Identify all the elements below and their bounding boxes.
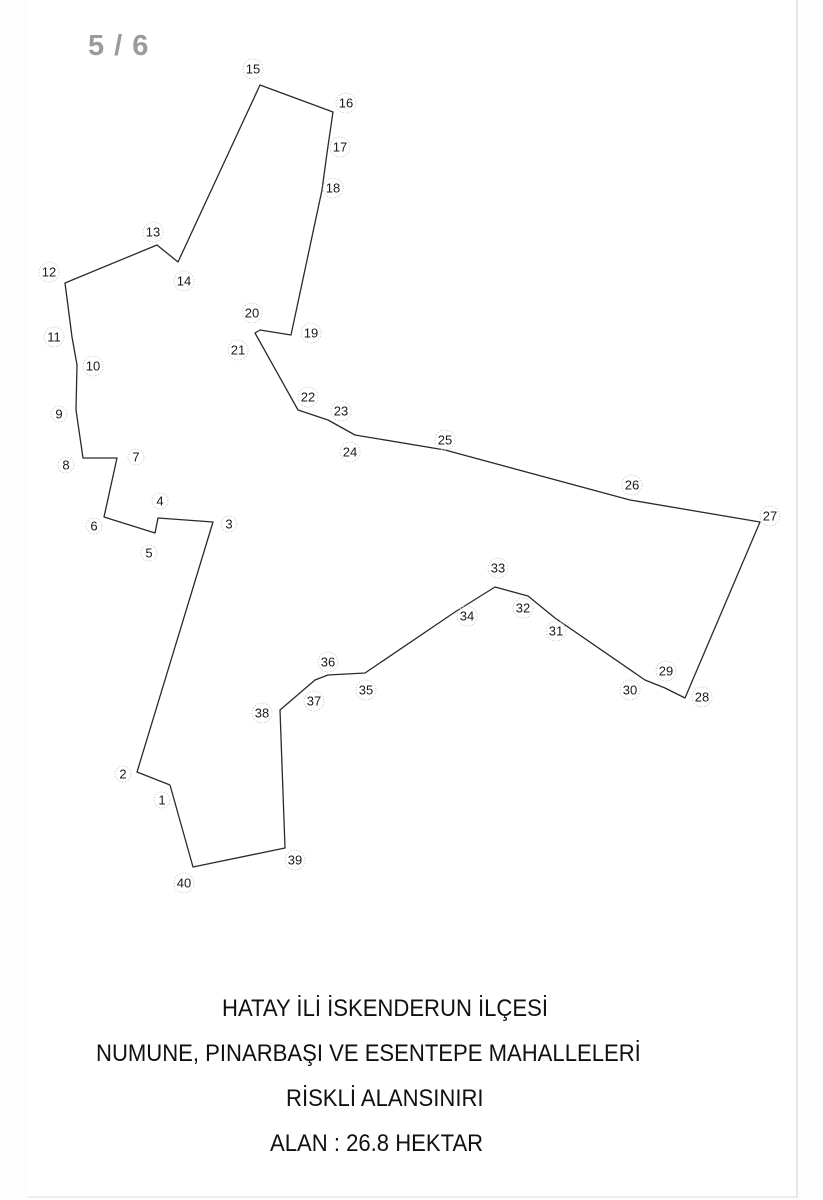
boundary-point-23 [331, 401, 351, 421]
point-label: 26 [624, 477, 640, 493]
boundary-point-22 [298, 387, 318, 407]
point-label: 6 [90, 518, 98, 534]
point-label: 9 [55, 406, 63, 422]
point-label: 8 [62, 457, 70, 473]
boundary-point-16 [336, 93, 356, 113]
point-label: 10 [85, 358, 101, 374]
boundary-point-29 [656, 661, 676, 681]
boundary-point-31 [546, 621, 566, 641]
point-label: 13 [145, 224, 161, 240]
point-label: 11 [47, 329, 61, 345]
point-label: 14 [176, 273, 192, 289]
point-label: 23 [333, 403, 349, 419]
boundary-polyline [65, 85, 760, 867]
boundary-point-6 [86, 518, 102, 534]
point-label: 17 [332, 139, 348, 155]
boundary-point-40 [174, 873, 194, 893]
point-label: 28 [694, 689, 710, 705]
page-indicator: 5 / 6 [88, 30, 150, 62]
caption-province-district: HATAY İLİ İSKENDERUN İLÇESİ [222, 995, 548, 1022]
boundary-point-8 [58, 457, 74, 473]
boundary-point-39 [285, 850, 305, 870]
point-label: 27 [762, 508, 778, 524]
boundary-point-24 [340, 442, 360, 462]
boundary-point-37 [304, 691, 324, 711]
point-label: 32 [515, 600, 531, 616]
boundary-point-28 [692, 687, 712, 707]
boundary-point-5 [141, 545, 157, 561]
point-label: 4 [156, 493, 164, 509]
point-label: 40 [176, 875, 192, 891]
boundary-point-30 [620, 680, 640, 700]
point-label: 25 [437, 432, 453, 448]
point-label: 35 [358, 682, 374, 698]
boundary-point-13 [143, 222, 163, 242]
caption-area-boundary: RİSKLİ ALANSINIRI [286, 1085, 484, 1112]
boundary-point-20 [242, 303, 262, 323]
point-label: 1 [158, 792, 166, 808]
boundary-point-32 [513, 598, 533, 618]
boundary-point-4 [152, 493, 168, 509]
point-label: 15 [245, 61, 261, 77]
boundary-point-21 [228, 340, 248, 360]
point-label: 2 [119, 766, 127, 782]
caption-neighborhoods: NUMUNE, PINARBAŞI VE ESENTEPE MAHALLELERİ [96, 1040, 641, 1067]
boundary-point-19 [301, 323, 321, 343]
point-label: 29 [658, 663, 674, 679]
point-label: 21 [230, 342, 246, 358]
point-labels [39, 59, 780, 893]
boundary-point-35 [356, 680, 376, 700]
point-label: 24 [342, 444, 358, 460]
point-label: 22 [300, 389, 316, 405]
point-label: 7 [132, 449, 140, 465]
point-label: 36 [320, 654, 336, 670]
point-label: 16 [338, 95, 354, 111]
boundary-point-12 [39, 262, 59, 282]
boundary-point-27 [760, 506, 780, 526]
caption-area-size: ALAN : 26.8 HEKTAR [270, 1130, 484, 1157]
boundary-point-1 [154, 792, 170, 808]
boundary-point-36 [318, 652, 338, 672]
point-label: 19 [303, 325, 319, 341]
point-label: 37 [306, 693, 322, 709]
point-label: 18 [325, 180, 341, 196]
boundary-point-33 [488, 558, 508, 578]
boundary-point-25 [435, 430, 455, 450]
boundary-point-3 [221, 516, 237, 532]
boundary-point-11 [44, 327, 64, 347]
boundary-point-26 [622, 475, 642, 495]
boundary-point-15 [243, 59, 263, 79]
point-label: 31 [548, 623, 564, 639]
point-label: 20 [244, 305, 260, 321]
point-label: 34 [459, 608, 475, 624]
boundary-point-34 [457, 606, 477, 626]
point-label: 38 [254, 705, 270, 721]
point-label: 30 [622, 682, 638, 698]
boundary-point-10 [83, 356, 103, 376]
boundary-point-17 [330, 137, 350, 157]
boundary-point-38 [252, 703, 272, 723]
boundary-point-18 [323, 178, 343, 198]
boundary-point-9 [51, 406, 67, 422]
boundary-point-14 [174, 271, 194, 291]
point-label: 5 [145, 545, 153, 561]
point-label: 39 [287, 852, 303, 868]
point-label: 12 [41, 264, 57, 280]
boundary-point-2 [115, 766, 131, 782]
point-label: 3 [225, 516, 233, 532]
point-label: 33 [490, 560, 506, 576]
boundary-point-7 [128, 449, 144, 465]
